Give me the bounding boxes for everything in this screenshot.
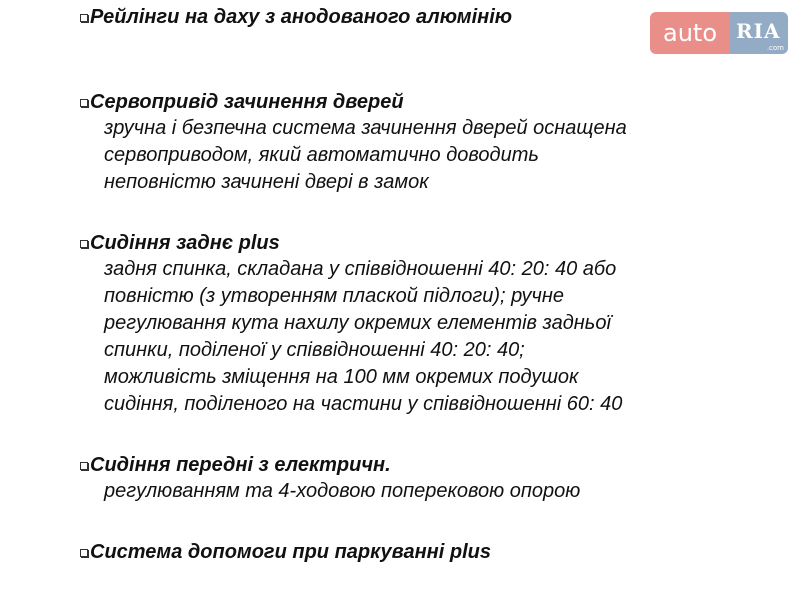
- feature-heading: Сидіння заднє plus: [90, 232, 280, 254]
- square-bullet-icon: [80, 462, 88, 470]
- feature-item-roof-rails: [80, 4, 740, 30]
- feature-item-parking-assist: [80, 539, 740, 565]
- logo-auto-part: auto: [650, 12, 730, 54]
- square-bullet-icon: [80, 99, 88, 107]
- feature-description: зручна і безпечна система зачинення дверей оснащена сервоприводом, який автоматично доводить неповністю зачинені двері в замок: [104, 117, 627, 193]
- feature-description: задня спинка, складана у співвідношенні 40: 20: 40 або повністю (з утворенням плаской підлоги); ручне регулювання кута нахилу окремих елементів задньої спинки, поділеної у співвідношенні 40: 20: 40; можливість зміщення на 100 мм окремих подушок сидіння, поділеного на частини у співвідношенні 60: 40: [104, 258, 623, 415]
- feature-item-door-servo: [80, 89, 740, 196]
- square-bullet-icon: [80, 549, 88, 557]
- feature-item-rear-seat: [80, 230, 740, 418]
- feature-heading: Рейлінги на даху з анодованого алюмінію: [90, 6, 513, 28]
- logo-ria-text: RIA: [736, 19, 781, 43]
- feature-description: регулюванням та 4-ходовою поперековою опорою: [104, 480, 581, 502]
- logo-ria-domain: .com: [766, 44, 784, 52]
- feature-item-front-seats: [80, 452, 740, 505]
- square-bullet-icon: [80, 14, 88, 22]
- feature-heading: Сидіння передні з електричн.: [90, 454, 391, 476]
- feature-heading: Система допомоги при паркуванні plus: [90, 541, 491, 563]
- square-bullet-icon: [80, 240, 88, 248]
- feature-heading: Сервопривід зачинення дверей: [90, 91, 404, 113]
